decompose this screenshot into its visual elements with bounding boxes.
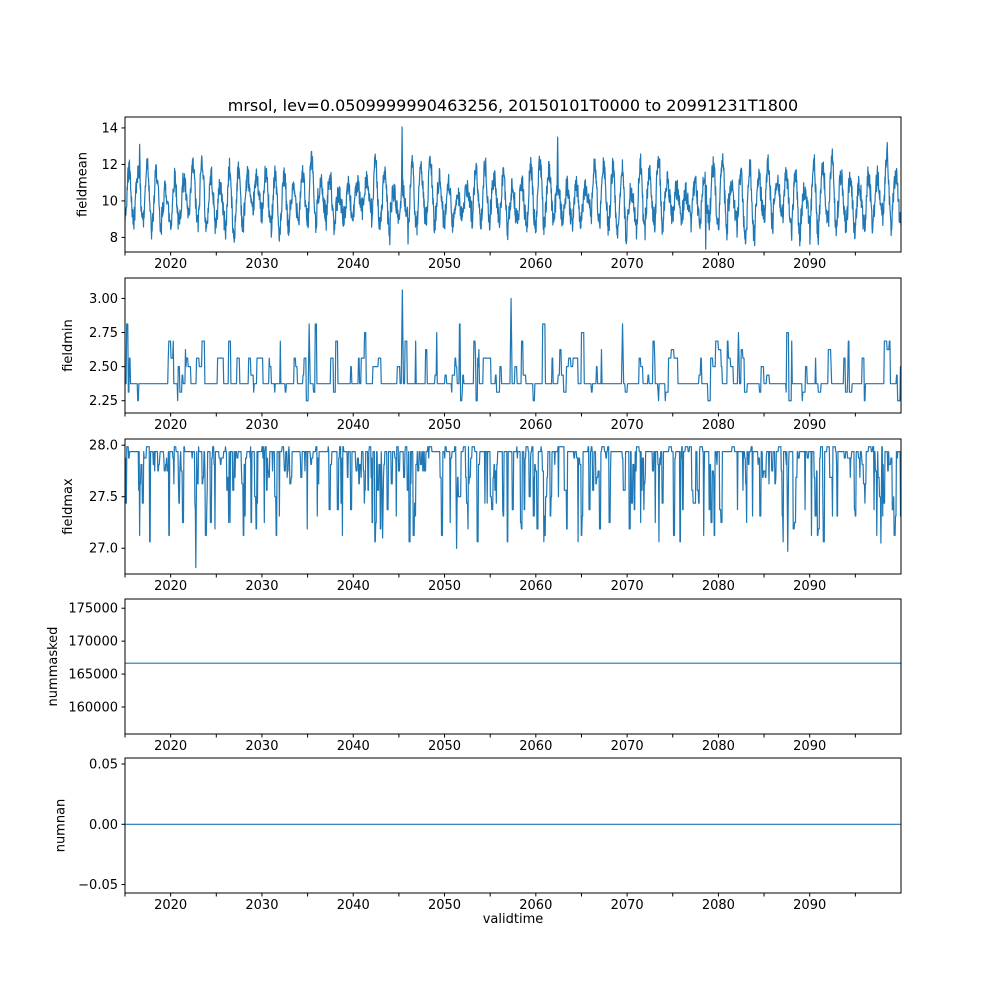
- x-tick-label: 2080: [701, 418, 735, 433]
- y-tick-label: 0.05: [89, 757, 118, 773]
- x-tick-label: 2070: [610, 257, 644, 272]
- x-tick-label: 2040: [336, 579, 370, 594]
- x-tick-label: 2060: [519, 418, 553, 433]
- axes-frame: [125, 599, 901, 734]
- x-tick-label: 2040: [336, 898, 370, 913]
- x-tick-label: 2030: [245, 418, 279, 433]
- y-tick-label: 2.50: [89, 360, 118, 376]
- x-tick-label: 2030: [245, 257, 279, 272]
- x-tick-label: 2050: [427, 257, 462, 272]
- panel-fieldmin: [61, 278, 901, 433]
- x-tick-label: 2090: [793, 418, 827, 433]
- x-tick-label: 2030: [245, 579, 279, 594]
- x-tick-label: 2050: [427, 898, 462, 913]
- panel-fieldmax: [61, 439, 901, 594]
- x-tick-label: 2020: [154, 257, 188, 272]
- x-tick-label: 2040: [336, 257, 370, 272]
- x-tick-label: 2060: [519, 579, 553, 594]
- x-tick-label: 2070: [610, 898, 644, 913]
- y-axis-label: numnan: [53, 798, 69, 853]
- y-axis-label: fieldmean: [75, 152, 91, 217]
- y-tick-label: 8: [109, 230, 118, 246]
- x-tick-label: 2070: [610, 739, 644, 754]
- x-tick-label: 2080: [701, 898, 735, 913]
- x-tick-label: 2090: [793, 898, 827, 913]
- panel-fieldmean: [75, 117, 901, 272]
- x-tick-label: 2060: [519, 898, 553, 913]
- y-tick-label: 2.75: [89, 326, 118, 342]
- x-tick-label: 2080: [701, 579, 735, 594]
- y-tick-label: 27.0: [89, 541, 118, 557]
- x-tick-label: 2030: [245, 898, 279, 913]
- y-axis-label: fieldmax: [60, 478, 76, 535]
- x-tick-label: 2020: [154, 898, 188, 913]
- x-tick-label: 2090: [793, 257, 827, 272]
- x-tick-label: 2030: [245, 739, 279, 754]
- y-tick-label: 3.00: [89, 291, 118, 307]
- x-tick-label: 2020: [154, 739, 188, 754]
- data-series-line: [125, 447, 901, 568]
- x-axis-title: validtime: [482, 912, 544, 927]
- y-tick-label: 165000: [68, 667, 118, 683]
- panel-nummasked: [46, 599, 901, 754]
- y-tick-label: 175000: [68, 601, 118, 617]
- y-axis-label: fieldmin: [60, 319, 76, 372]
- x-tick-label: 2090: [793, 739, 827, 754]
- x-tick-label: 2070: [610, 418, 644, 433]
- y-tick-label: 10: [101, 194, 118, 210]
- chart-title: mrsol, lev=0.0509999990463256, 20150101T0000 to 20991231T1800: [227, 96, 799, 115]
- data-series-line: [125, 127, 901, 249]
- y-tick-label: 27.5: [89, 490, 118, 506]
- x-tick-label: 2050: [427, 739, 462, 754]
- y-tick-label: 14: [101, 121, 118, 137]
- panel-numnan: [54, 758, 902, 913]
- axes-frame: [125, 758, 901, 893]
- y-tick-label: −0.05: [78, 878, 118, 894]
- x-tick-label: 2070: [610, 579, 644, 594]
- y-tick-label: 2.25: [89, 394, 118, 410]
- axes-frame: [125, 278, 901, 413]
- y-axis-label: nummasked: [46, 626, 62, 707]
- y-tick-label: 28.0: [89, 438, 118, 454]
- y-tick-label: 160000: [68, 700, 118, 716]
- x-tick-label: 2080: [701, 257, 735, 272]
- data-series-line: [125, 290, 901, 401]
- x-tick-label: 2040: [336, 739, 370, 754]
- y-tick-label: 12: [101, 157, 118, 173]
- y-tick-label: 170000: [68, 634, 118, 650]
- x-tick-label: 2020: [154, 418, 188, 433]
- y-tick-label: 0.00: [89, 817, 118, 833]
- x-tick-label: 2080: [701, 739, 735, 754]
- x-tick-label: 2050: [427, 579, 462, 594]
- x-tick-label: 2050: [427, 418, 462, 433]
- x-tick-label: 2060: [519, 257, 553, 272]
- x-tick-label: 2060: [519, 739, 553, 754]
- x-tick-label: 2090: [793, 579, 827, 594]
- x-tick-label: 2040: [336, 418, 370, 433]
- x-tick-label: 2020: [154, 579, 188, 594]
